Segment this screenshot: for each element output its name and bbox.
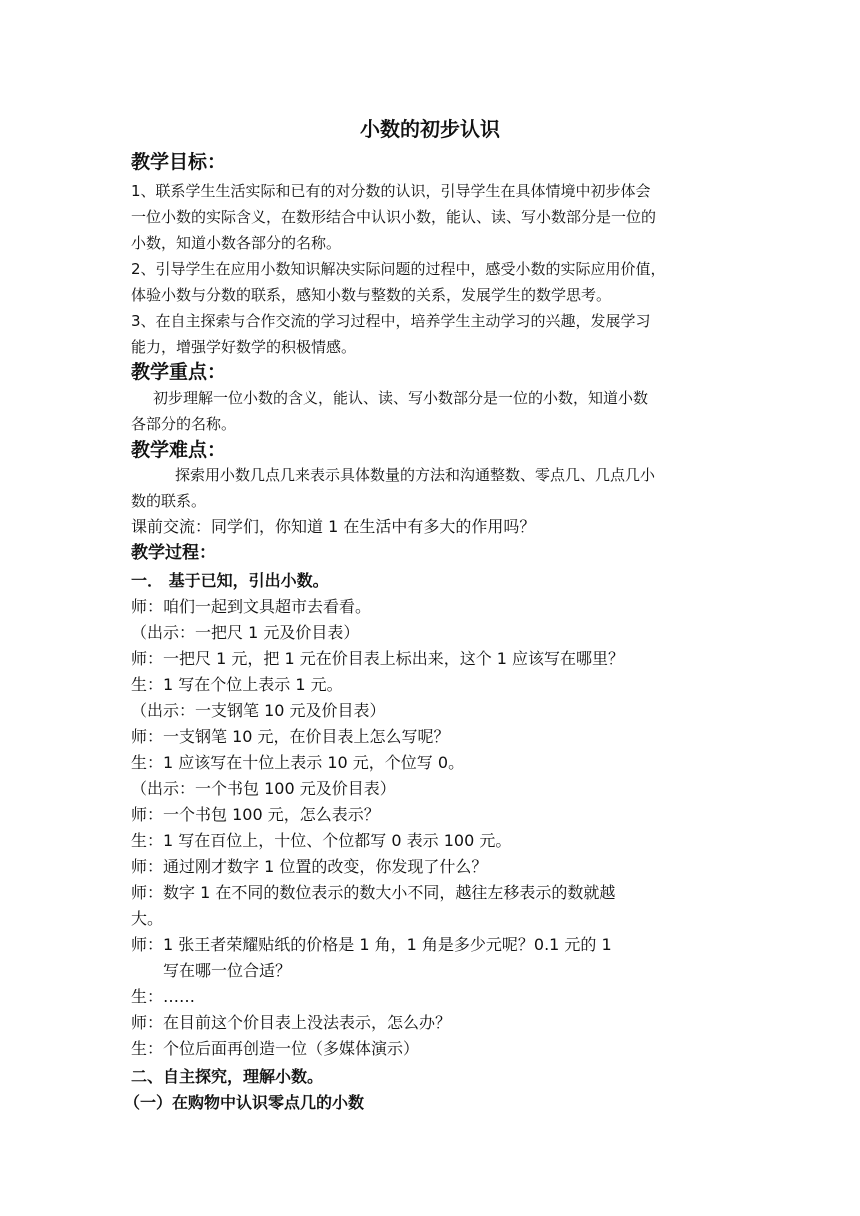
dialogue-block — [131, 594, 731, 1062]
goal-3 — [131, 308, 731, 360]
dialogue-line: 师：数字 1 在不同的数位表示的数大小不同，越往左移表示的数就越 — [131, 883, 616, 902]
difficulty-line-2: 数的联系。 — [131, 492, 207, 510]
document-title: 小数的初步认识 — [360, 117, 500, 141]
dialogue-line: 师：在目前这个价目表上没法表示，怎么办？ — [131, 1013, 452, 1032]
dialogue-line: 生：1 写在个位上表示 1 元。 — [131, 675, 343, 694]
goal-1-line-2: 一位小数的实际含义，在数形结合中认识小数，能认、读、写小数部分是一位的 — [131, 208, 657, 226]
goals-heading: 教学目标： — [131, 151, 227, 173]
dialogue-line: 师：1 张王者荣耀贴纸的价格是 1 角，1 角是多少元呢？0.1 元的 1 — [131, 935, 612, 954]
dialogue-line: （出示：一个书包 100 元及价目表） — [131, 779, 396, 798]
key-points — [131, 385, 731, 437]
goal-2-line-2: 体验小数与分数的联系，感知小数与整数的关系，发展学生的数学思考。 — [131, 286, 612, 304]
dialogue-line: 写在哪一位合适？ — [163, 961, 292, 980]
difficulty-points — [131, 462, 731, 514]
difficulty-line-1: 探索用小数几点几来表示具体数量的方法和沟通整数、零点几、几点几小 — [175, 466, 656, 484]
dialogue-line: 师：咱们一起到文具超市去看看。 — [131, 597, 372, 616]
section-2-heading: 二、自主探究，理解小数。 — [131, 1067, 324, 1086]
dialogue-line: 师：一支钢笔 10 元，在价目表上怎么写呢？ — [131, 727, 450, 746]
dialogue-line: （出示：一支钢笔 10 元及价目表） — [131, 701, 386, 720]
dialogue-line: 大。 — [131, 909, 164, 928]
difficulty-heading: 教学难点： — [131, 439, 227, 461]
goal-2-line-1: 2、引导学生在应用小数知识解决实际问题的过程中，感受小数的实际应用价值， — [131, 260, 666, 278]
dialogue-line: 师：一把尺 1 元，把 1 元在价目表上标出来，这个 1 应该写在哪里？ — [131, 649, 625, 668]
subsection-heading: （一）在购物中认识零点几的小数 — [124, 1093, 365, 1112]
dialogue-line: （出示：一把尺 1 元及价目表） — [131, 623, 360, 642]
goal-1-line-3: 小数，知道小数各部分的名称。 — [131, 234, 342, 252]
dialogue-line: 生：…… — [131, 987, 196, 1006]
goal-3-line-2: 能力，增强学好数学的积极情感。 — [131, 338, 357, 356]
key-line-1: 初步理解一位小数的含义，能认、读、写小数部分是一位的小数，知道小数 — [153, 389, 649, 407]
goal-3-line-1: 3、在自主探索与合作交流的学习过程中，培养学生主动学习的兴趣，发展学习 — [131, 312, 651, 330]
goal-1 — [131, 178, 731, 256]
process-heading: 教学过程： — [131, 543, 216, 563]
dialogue-line: 生：个位后面再创造一位（多媒体演示） — [131, 1039, 420, 1058]
dialogue-line: 生：1 应该写在十位上表示 10 元，个位写 0。 — [131, 753, 465, 772]
key-line-2: 各部分的名称。 — [131, 415, 237, 433]
section-1-heading: 一． 基于已知，引出小数。 — [131, 571, 329, 590]
dialogue-line: 生：1 写在百位上，十位、个位都写 0 表示 100 元。 — [131, 831, 512, 850]
pre-class-exchange: 课前交流：同学们，你知道 1 在生活中有多大的作用吗？ — [131, 517, 536, 536]
goal-1-line-1: 1、联系学生生活实际和已有的对分数的认识，引导学生在具体情境中初步体会 — [131, 182, 651, 200]
goal-2 — [131, 256, 731, 308]
dialogue-line: 师：通过刚才数字 1 位置的改变，你发现了什么？ — [131, 857, 488, 876]
dialogue-line: 师：一个书包 100 元，怎么表示？ — [131, 805, 380, 824]
key-heading: 教学重点： — [131, 361, 227, 383]
